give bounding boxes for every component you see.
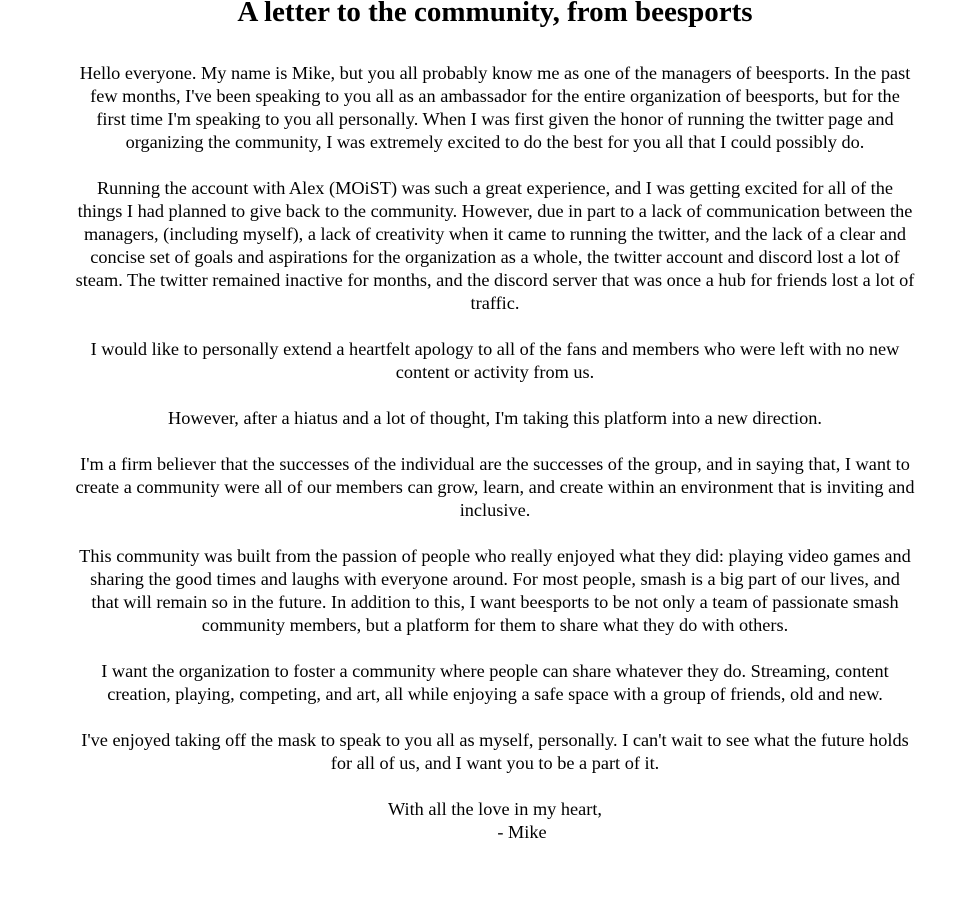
letter-closing <box>75 798 915 844</box>
paragraph-apology: I would like to personally extend a heartfelt apology to all of the fans and members who were left with no new content or activity from us. <box>90 339 900 382</box>
letter-body <box>75 62 915 867</box>
paragraph-community-origin: This community was built from the passion of people who really enjoyed what they did: playing video games and sharing the good times and laughs with everyone around. For most people, smash is a big part of our lives, and that will remain so in the future. In addition to this, I want beesports to be not only a team of passionate smash community members, but a platform for them to share what they do with others. <box>79 546 911 635</box>
paragraph-closing-thoughts: I've enjoyed taking off the mask to speak to you all as myself, personally. I can't wait to see what the future holds for all of us, and I want you to be a part of it. <box>81 730 909 773</box>
paragraph-new-direction: However, after a hiatus and a lot of thought, I'm taking this platform into a new direction. <box>168 408 822 428</box>
closing-line: With all the love in my heart, <box>387 799 602 819</box>
signature: - Mike <box>497 822 547 842</box>
paragraph-account-history: Running the account with Alex (MOiST) was such a great experience, and I was getting excited for all of the things I had planned to give back to the community. However, due in part to a lack of communication between the managers, (including myself), a lack of creativity when it came to running the twitter, and the lack of a clear and concise set of goals and aspirations for the organization as a whole, the twitter account and discord lost a lot of steam. The twitter remained inactive for months, and the discord server that was once a hub for friends lost a lot of traffic. <box>75 178 915 313</box>
paragraph-organization-goals: I want the organization to foster a community where people can share whatever they do. Streaming, content creation, playing, competing, and art, all while enjoying a safe space with a group of friends, old and new. <box>101 661 889 704</box>
paragraph-belief: I'm a firm believer that the successes of the individual are the successes of the group, and in saying that, I want to create a community were all of our members can grow, learn, and create within an environment that is inviting and inclusive. <box>75 454 915 520</box>
paragraph-greeting: Hello everyone. My name is Mike, but you all probably know me as one of the managers of beesports. In the past few months, I've been speaking to you all as an ambassador for the entire organization of beesports, but for the first time I'm speaking to you all personally. When I was first given the honor of running the twitter page and organizing the community, I was extremely excited to do the best for you all that I could possibly do. <box>79 63 911 152</box>
letter-title: A letter to the community, from beesports <box>237 0 753 28</box>
